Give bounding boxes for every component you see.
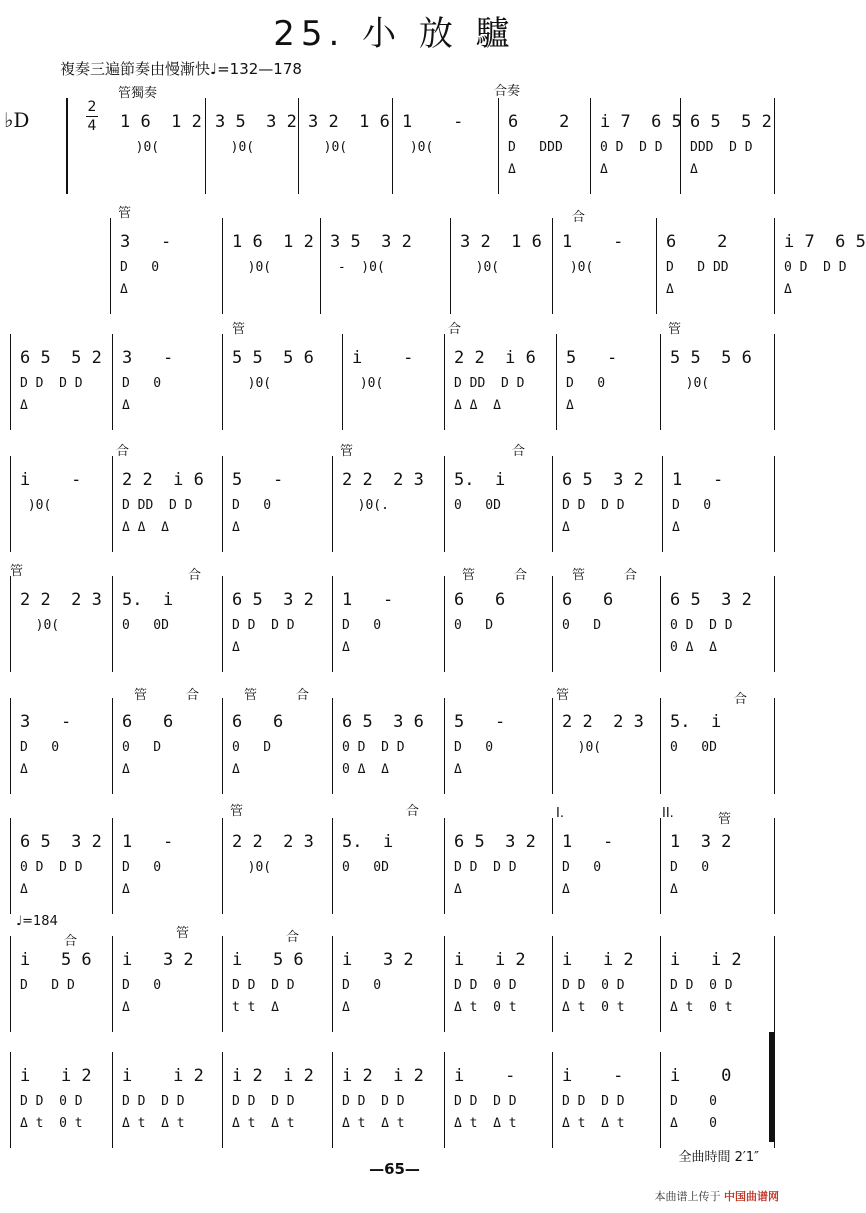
accompaniment-row: 0 D [454, 618, 494, 633]
barline [112, 698, 113, 794]
melody-measure: 6 5 3 6 [342, 712, 424, 732]
label-he: 合 [286, 930, 300, 945]
melody-measure: 5 - [232, 470, 284, 490]
label-guan: 管 [556, 688, 570, 703]
percussion-row: Δ t 0 t [562, 1000, 625, 1015]
barline [112, 334, 113, 430]
melody-measure: 3 2 1 6 [460, 232, 542, 252]
melody-measure: 2 2 2 3 [232, 832, 314, 852]
percussion-row: Δ t Δ t [122, 1116, 185, 1131]
accompaniment-row: 0 0D [122, 618, 169, 633]
barline [332, 936, 333, 1032]
melody-measure: 6 5 3 2 [454, 832, 536, 852]
accompaniment-row: )0( [670, 376, 733, 391]
melody-measure: i 5 6 [20, 950, 92, 970]
barline [342, 334, 343, 430]
accompaniment-row: )0(. [342, 498, 405, 513]
watermark-site: 中国曲谱网 [724, 1190, 779, 1203]
barline [332, 456, 333, 552]
score-system [0, 334, 789, 430]
accompaniment-row: D D 0 D [20, 1094, 83, 1109]
barline [10, 1052, 11, 1148]
accompaniment-row: D D D D [232, 1094, 295, 1109]
accompaniment-row: )0( [232, 376, 295, 391]
melody-measure: i 7 6 5 [784, 232, 866, 252]
barline [774, 334, 775, 430]
melody-measure: i 7 6 5 [600, 112, 682, 132]
score-system [0, 1052, 789, 1148]
barline [552, 698, 553, 794]
page-title: 25. 小 放 驢 [273, 14, 516, 54]
barline [10, 456, 11, 552]
melody-measure: 1 6 1 2 [120, 112, 202, 132]
barline [660, 334, 661, 430]
tempo-marking: ♩=184 [16, 914, 58, 929]
melody-measure: i i 2 [122, 1066, 204, 1086]
label-guan: 管 [232, 322, 246, 337]
label-guan: 管 [176, 926, 190, 941]
section-label-solo: 管獨奏 [118, 86, 158, 101]
accompaniment-row: D D D D [20, 376, 83, 391]
barline [112, 818, 113, 914]
barline [552, 818, 553, 914]
barline [10, 698, 11, 794]
barline [332, 818, 333, 914]
final-barline [769, 1032, 775, 1142]
percussion-row: Δ [122, 1000, 130, 1015]
melody-measure: 5 5 5 6 [232, 348, 314, 368]
melody-measure: 1 - [562, 832, 614, 852]
barline [660, 818, 661, 914]
melody-measure: 1 - [402, 112, 464, 132]
barline [552, 218, 553, 314]
percussion-row: Δ [562, 520, 570, 535]
accompaniment-row: )0( [562, 260, 609, 275]
percussion-row: Δ [20, 398, 28, 413]
percussion-row: Δ [672, 520, 680, 535]
barline [444, 936, 445, 1032]
barline [332, 698, 333, 794]
accompaniment-row: )0( [20, 618, 83, 633]
melody-measure: i - [352, 348, 414, 368]
accompaniment-row: )0( [120, 140, 183, 155]
percussion-row: Δ [20, 882, 28, 897]
melody-measure: 5. i [454, 470, 506, 490]
melody-measure: 5 5 5 6 [670, 348, 752, 368]
accompaniment-row: 0 D [122, 740, 162, 755]
tempo-instruction: 複奏三遍節奏由慢漸快♩=132—178 [60, 60, 302, 78]
melody-measure: 2 2 i 6 [122, 470, 204, 490]
accompaniment-row: DDD D D [690, 140, 753, 155]
percussion-row: Δ [562, 882, 570, 897]
accompaniment-row: D 0 [672, 498, 712, 513]
label-he: 合 [514, 568, 528, 583]
accompaniment-row: D 0 [122, 860, 162, 875]
barline [660, 576, 661, 672]
melody-measure: 6 5 3 2 [232, 590, 314, 610]
percussion-row: Δ [120, 282, 128, 297]
label-guan: 管 [718, 812, 732, 827]
score-system [0, 218, 866, 314]
accompaniment-row: D D D D [232, 618, 295, 633]
accompaniment-row: 0 D D D [784, 260, 847, 275]
barline [444, 576, 445, 672]
barline [444, 1052, 445, 1148]
score-system [0, 698, 789, 794]
accompaniment-row: )0( [308, 140, 371, 155]
melody-measure: i 2 i 2 [232, 1066, 314, 1086]
barline [552, 1052, 553, 1148]
barline [66, 98, 68, 194]
melody-measure: 6 6 [562, 590, 614, 610]
page-number: —65— [369, 1160, 420, 1178]
score-system [0, 98, 789, 194]
label-he: 合 [734, 692, 748, 707]
accompaniment-row: D 0 [20, 740, 60, 755]
accompaniment-row: 0 D D D [342, 740, 405, 755]
label-guan: 管 [10, 564, 24, 579]
barline [10, 936, 11, 1032]
accompaniment-row: D DD D D [122, 498, 193, 513]
percussion-row: Δ [122, 882, 130, 897]
percussion-row: Δ [20, 762, 28, 777]
melody-measure: 6 5 3 2 [670, 590, 752, 610]
label-guan: 管 [244, 688, 258, 703]
accompaniment-row: D 0 [232, 498, 272, 513]
melody-measure: 6 2 [508, 112, 570, 132]
accompaniment-row: )0( [460, 260, 523, 275]
melody-measure: 5 - [454, 712, 506, 732]
melody-measure: 3 5 3 2 [330, 232, 412, 252]
melody-measure: 1 - [562, 232, 624, 252]
accompaniment-row: D DDD [508, 140, 563, 155]
melody-measure: 2 2 2 3 [20, 590, 102, 610]
percussion-row: Δ [670, 882, 678, 897]
melody-measure: 3 - [120, 232, 172, 252]
score-system [0, 576, 789, 672]
accompaniment-row: )0( [562, 740, 625, 755]
barline [222, 576, 223, 672]
label-guan: 管 [134, 688, 148, 703]
melody-measure: 6 5 5 2 [20, 348, 102, 368]
barline [552, 936, 553, 1032]
barline [320, 218, 321, 314]
score-system [0, 818, 789, 914]
accompaniment-row: D D 0 D [454, 978, 517, 993]
barline [498, 98, 499, 194]
melody-measure: 6 5 3 2 [20, 832, 102, 852]
score-system [0, 936, 789, 1032]
melody-measure: 6 5 3 2 [562, 470, 644, 490]
accompaniment-row: D D D D [232, 978, 295, 993]
repeat-ending-1: I. [556, 806, 564, 821]
label-he: 合 [186, 688, 200, 703]
percussion-row: Δ [454, 762, 462, 777]
percussion-row: t t Δ [232, 1000, 279, 1015]
key-signature: ♭D [4, 108, 30, 132]
accompaniment-row: D D DD [666, 260, 729, 275]
accompaniment-row: - )0( [330, 260, 393, 275]
melody-measure: 5. i [122, 590, 174, 610]
percussion-row: Δ 0 [670, 1116, 717, 1131]
barline [660, 698, 661, 794]
melody-measure: i - [20, 470, 82, 490]
barline [10, 818, 11, 914]
percussion-row: Δ [690, 162, 698, 177]
label-guan: 管 [462, 568, 476, 583]
melody-measure: 6 6 [232, 712, 284, 732]
melody-measure: i i 2 [20, 1066, 92, 1086]
melody-measure: i - [454, 1066, 516, 1086]
barline [222, 334, 223, 430]
barline [774, 98, 775, 194]
barline [222, 218, 223, 314]
percussion-row: Δ [232, 520, 240, 535]
section-label-tutti: 合奏 [494, 84, 521, 99]
label-guan: 管 [572, 568, 586, 583]
barline [298, 98, 299, 194]
percussion-row: 0 Δ Δ [670, 640, 717, 655]
accompaniment-row: D D D D [122, 1094, 185, 1109]
barline [774, 936, 775, 1032]
accompaniment-row: 0 D D D [670, 618, 733, 633]
score-system [0, 456, 789, 552]
melody-measure: 1 - [122, 832, 174, 852]
melody-measure: 1 3 2 [670, 832, 732, 852]
percussion-row: Δ [122, 398, 130, 413]
percussion-row: Δ t 0 t [20, 1116, 83, 1131]
accompaniment-row: D DD D D [454, 376, 525, 391]
percussion-row: Δ t Δ t [232, 1116, 295, 1131]
accompaniment-row: D 0 [122, 978, 162, 993]
melody-measure: i - [562, 1066, 624, 1086]
barline [444, 456, 445, 552]
melody-measure: 2 2 2 3 [342, 470, 424, 490]
label-he: 合 [512, 444, 526, 459]
melody-measure: i 3 2 [122, 950, 194, 970]
accompaniment-row: D 0 [562, 860, 602, 875]
accompaniment-row: )0( [232, 860, 295, 875]
barline [222, 456, 223, 552]
barline [222, 818, 223, 914]
repeat-ending-2: II. [662, 806, 674, 821]
accompaniment-row: )0( [402, 140, 449, 155]
barline [774, 576, 775, 672]
accompaniment-row: 0 D [232, 740, 272, 755]
melody-measure: 2 2 i 6 [454, 348, 536, 368]
barline [205, 98, 206, 194]
percussion-row: 0 Δ Δ [342, 762, 389, 777]
label-he: 合 [448, 322, 462, 337]
accompaniment-row: D D D D [562, 1094, 625, 1109]
total-duration: 全曲時間 2′1″ [678, 1150, 759, 1165]
accompaniment-row: 0 0D [454, 498, 501, 513]
percussion-row: Δ t Δ t [454, 1116, 517, 1131]
time-sig-bottom: 4 [87, 118, 97, 134]
accompaniment-row: D D 0 D [562, 978, 625, 993]
label-guan: 管 [118, 206, 132, 221]
label-he: 合 [572, 210, 586, 225]
percussion-row: Δ [508, 162, 516, 177]
melody-measure: 5. i [342, 832, 394, 852]
accompaniment-row: D 0 [670, 1094, 717, 1109]
barline [552, 456, 553, 552]
melody-measure: 5. i [670, 712, 722, 732]
melody-measure: 1 - [672, 470, 724, 490]
melody-measure: 6 2 [666, 232, 728, 252]
label-he: 合 [116, 444, 130, 459]
barline [222, 936, 223, 1032]
accompaniment-row: D D D D [562, 498, 625, 513]
melody-measure: 5 - [566, 348, 618, 368]
barline [444, 818, 445, 914]
melody-measure: 3 5 3 2 [215, 112, 297, 132]
accompaniment-row: D 0 [670, 860, 710, 875]
barline [332, 1052, 333, 1148]
accompaniment-row: D 0 [120, 260, 160, 275]
accompaniment-row: D 0 [342, 618, 382, 633]
label-guan: 管 [668, 322, 682, 337]
barline [110, 218, 111, 314]
accompaniment-row: D D 0 D [670, 978, 733, 993]
accompaniment-row: D D D D [454, 1094, 517, 1109]
accompaniment-row: )0( [20, 498, 67, 513]
barline [332, 576, 333, 672]
accompaniment-row: D 0 [566, 376, 606, 391]
percussion-row: Δ [232, 640, 240, 655]
percussion-row: Δ [342, 1000, 350, 1015]
barline [656, 218, 657, 314]
watermark [655, 1188, 780, 1204]
percussion-row: Δ [600, 162, 608, 177]
barline [774, 456, 775, 552]
percussion-row: Δ t 0 t [454, 1000, 517, 1015]
melody-measure: i 2 i 2 [342, 1066, 424, 1086]
barline [112, 456, 113, 552]
melody-measure: i 3 2 [342, 950, 414, 970]
percussion-row: Δ t Δ t [342, 1116, 405, 1131]
accompaniment-row: 0 D [562, 618, 602, 633]
melody-measure: i i 2 [670, 950, 742, 970]
melody-measure: 1 - [342, 590, 394, 610]
watermark-uploader: 本曲谱上传于 [654, 1190, 721, 1203]
melody-measure: i i 2 [562, 950, 634, 970]
barline [774, 218, 775, 314]
accompaniment-row: D 0 [342, 978, 382, 993]
accompaniment-row: )0( [232, 260, 287, 275]
melody-measure: 3 - [20, 712, 72, 732]
accompaniment-row: D D D [20, 978, 75, 993]
accompaniment-row: 0 D D D [20, 860, 83, 875]
barline [112, 576, 113, 672]
accompaniment-row: 0 0D [342, 860, 389, 875]
accompaniment-row: D D D D [454, 860, 517, 875]
barline [662, 456, 663, 552]
percussion-row: Δ Δ Δ [122, 520, 169, 535]
label-guan: 管 [230, 804, 244, 819]
accompaniment-row: 0 D D D [600, 140, 663, 155]
melody-measure: 6 6 [454, 590, 506, 610]
label-he: 合 [188, 568, 202, 583]
melody-measure: 6 5 5 2 [690, 112, 772, 132]
accompaniment-row: 0 0D [670, 740, 717, 755]
barline [112, 936, 113, 1032]
accompaniment-row: D D D D [342, 1094, 405, 1109]
percussion-row: Δ [342, 640, 350, 655]
melody-measure: 3 2 1 6 [308, 112, 390, 132]
percussion-row: Δ t Δ t [562, 1116, 625, 1131]
melody-measure: 1 6 1 2 [232, 232, 314, 252]
percussion-row: Δ [232, 762, 240, 777]
barline [10, 576, 11, 672]
percussion-row: Δ [566, 398, 574, 413]
barline [10, 334, 11, 430]
barline [444, 334, 445, 430]
percussion-row: Δ [454, 882, 462, 897]
barline [222, 698, 223, 794]
melody-measure: 2 2 2 3 [562, 712, 644, 732]
label-guan: 管 [340, 444, 354, 459]
melody-measure: 6 6 [122, 712, 174, 732]
melody-measure: 3 - [122, 348, 174, 368]
percussion-row: Δ [784, 282, 792, 297]
melody-measure: i i 2 [454, 950, 526, 970]
barline [774, 698, 775, 794]
melody-measure: i 5 6 [232, 950, 304, 970]
barline [556, 334, 557, 430]
barline [444, 698, 445, 794]
barline [222, 1052, 223, 1148]
label-he: 合 [64, 934, 78, 949]
accompaniment-row: D 0 [122, 376, 162, 391]
label-he: 合 [624, 568, 638, 583]
label-he: 合 [296, 688, 310, 703]
barline [590, 98, 591, 194]
barline [774, 818, 775, 914]
accompaniment-row: )0( [352, 376, 399, 391]
barline [112, 1052, 113, 1148]
percussion-row: Δ t 0 t [670, 1000, 733, 1015]
melody-measure: i 0 [670, 1066, 732, 1086]
barline [392, 98, 393, 194]
barline [552, 576, 553, 672]
percussion-row: Δ [666, 282, 674, 297]
label-he: 合 [406, 804, 420, 819]
barline [660, 936, 661, 1032]
percussion-row: Δ Δ Δ [454, 398, 501, 413]
accompaniment-row: )0( [215, 140, 278, 155]
accompaniment-row: D 0 [454, 740, 494, 755]
percussion-row: Δ [122, 762, 130, 777]
time-sig-top: 2 [87, 99, 97, 115]
barline [660, 1052, 661, 1148]
barline [450, 218, 451, 314]
